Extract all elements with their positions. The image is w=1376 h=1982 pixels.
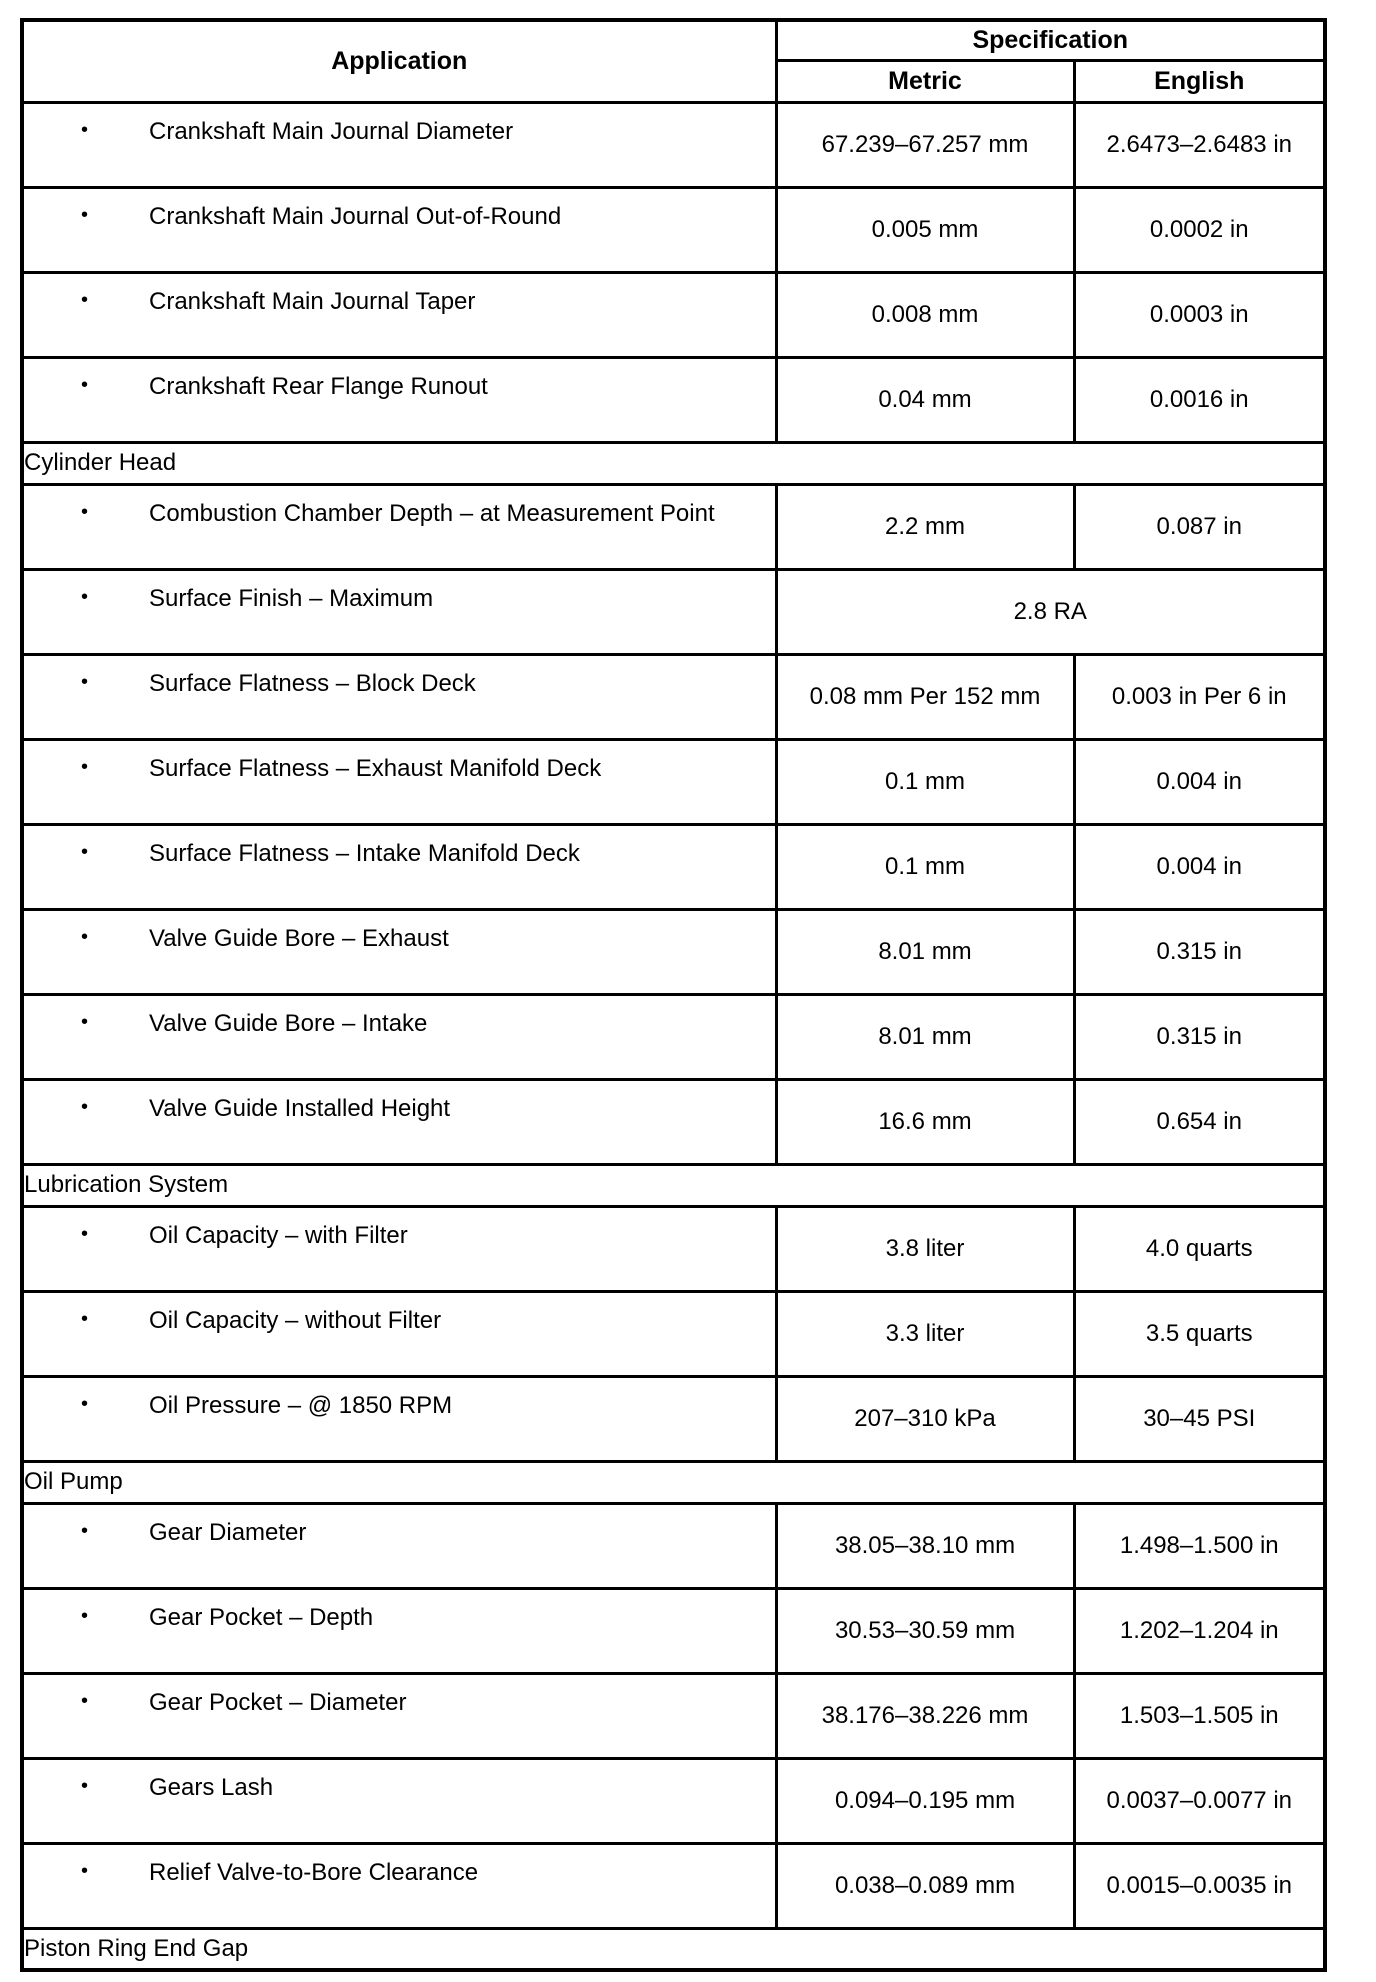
english-value: 30–45 PSI bbox=[1074, 1376, 1325, 1461]
section-row bbox=[22, 1164, 1325, 1206]
application-cell bbox=[22, 569, 776, 654]
table-row bbox=[22, 1843, 1325, 1928]
metric-value: 2.2 mm bbox=[776, 484, 1074, 569]
metric-value: 0.005 mm bbox=[776, 187, 1074, 272]
header-application: Application bbox=[22, 20, 776, 102]
application-label: Valve Guide Bore – Intake bbox=[149, 1009, 428, 1037]
section-label: Lubrication System bbox=[22, 1164, 1325, 1206]
english-value: 0.004 in bbox=[1074, 739, 1325, 824]
application-cell bbox=[22, 187, 776, 272]
english-value: 0.315 in bbox=[1074, 909, 1325, 994]
table-row bbox=[22, 1376, 1325, 1461]
bullet-icon: • bbox=[81, 1307, 89, 1330]
section-row bbox=[22, 442, 1325, 484]
application-label: Valve Guide Installed Height bbox=[149, 1094, 451, 1122]
application-cell bbox=[22, 824, 776, 909]
metric-value: 30.53–30.59 mm bbox=[776, 1588, 1074, 1673]
application-cell bbox=[22, 357, 776, 442]
table-row bbox=[22, 569, 1325, 654]
application-cell bbox=[22, 484, 776, 569]
application-label: Gear Pocket – Depth bbox=[149, 1603, 374, 1631]
header-specification: Specification bbox=[776, 20, 1325, 60]
table-row bbox=[22, 824, 1325, 909]
application-label: Crankshaft Main Journal Out-of-Round bbox=[149, 202, 562, 230]
application-label: Gear Diameter bbox=[149, 1518, 307, 1546]
metric-value: 8.01 mm bbox=[776, 909, 1074, 994]
bullet-icon: • bbox=[81, 373, 89, 396]
english-value: 1.503–1.505 in bbox=[1074, 1673, 1325, 1758]
bullet-icon: • bbox=[81, 925, 89, 948]
application-cell bbox=[22, 272, 776, 357]
metric-value: 0.1 mm bbox=[776, 739, 1074, 824]
english-value: 0.003 in Per 6 in bbox=[1074, 654, 1325, 739]
bullet-icon: • bbox=[81, 203, 89, 226]
english-value: 4.0 quarts bbox=[1074, 1206, 1325, 1291]
application-cell bbox=[22, 994, 776, 1079]
application-label: Crankshaft Main Journal Taper bbox=[149, 287, 476, 315]
table-row bbox=[22, 654, 1325, 739]
application-cell bbox=[22, 654, 776, 739]
bullet-icon: • bbox=[81, 1095, 89, 1118]
table-row bbox=[22, 1503, 1325, 1588]
application-label: Crankshaft Rear Flange Runout bbox=[149, 372, 488, 400]
metric-value: 38.176–38.226 mm bbox=[776, 1673, 1074, 1758]
application-cell bbox=[22, 1758, 776, 1843]
application-label: Valve Guide Bore – Exhaust bbox=[149, 924, 449, 952]
application-cell bbox=[22, 1673, 776, 1758]
application-cell bbox=[22, 909, 776, 994]
header-row-1 bbox=[22, 20, 1325, 60]
table-row bbox=[22, 484, 1325, 569]
metric-value: 67.239–67.257 mm bbox=[776, 102, 1074, 187]
bullet-icon: • bbox=[81, 1010, 89, 1033]
metric-value: 0.08 mm Per 152 mm bbox=[776, 654, 1074, 739]
application-label: Oil Pressure – @ 1850 RPM bbox=[149, 1391, 453, 1419]
application-label: Combustion Chamber Depth – at Measurement Point bbox=[149, 499, 715, 527]
application-label: Relief Valve-to-Bore Clearance bbox=[149, 1858, 479, 1886]
english-value: 0.087 in bbox=[1074, 484, 1325, 569]
bullet-icon: • bbox=[81, 118, 89, 141]
application-label: Surface Flatness – Intake Manifold Deck bbox=[149, 839, 580, 867]
header-english: English bbox=[1074, 60, 1325, 102]
table-row bbox=[22, 994, 1325, 1079]
table-row bbox=[22, 739, 1325, 824]
table-row bbox=[22, 272, 1325, 357]
table-row bbox=[22, 1206, 1325, 1291]
specification-value: 2.8 RA bbox=[776, 569, 1325, 654]
table-row bbox=[22, 102, 1325, 187]
english-value: 0.0016 in bbox=[1074, 357, 1325, 442]
application-label: Crankshaft Main Journal Diameter bbox=[149, 117, 514, 145]
table-row bbox=[22, 1588, 1325, 1673]
table-row bbox=[22, 1673, 1325, 1758]
metric-value: 207–310 kPa bbox=[776, 1376, 1074, 1461]
application-cell bbox=[22, 1588, 776, 1673]
english-value: 2.6473–2.6483 in bbox=[1074, 102, 1325, 187]
section-label: Cylinder Head bbox=[22, 442, 1325, 484]
english-value: 0.654 in bbox=[1074, 1079, 1325, 1164]
metric-value: 0.094–0.195 mm bbox=[776, 1758, 1074, 1843]
bullet-icon: • bbox=[81, 1859, 89, 1882]
metric-value: 3.8 liter bbox=[776, 1206, 1074, 1291]
metric-value: 0.1 mm bbox=[776, 824, 1074, 909]
section-row bbox=[22, 1461, 1325, 1503]
english-value: 0.315 in bbox=[1074, 994, 1325, 1079]
table-row bbox=[22, 1079, 1325, 1164]
metric-value: 3.3 liter bbox=[776, 1291, 1074, 1376]
bullet-icon: • bbox=[81, 755, 89, 778]
application-cell bbox=[22, 1503, 776, 1588]
application-label: Oil Capacity – with Filter bbox=[149, 1221, 408, 1249]
application-label: Surface Finish – Maximum bbox=[149, 584, 434, 612]
application-label: Surface Flatness – Block Deck bbox=[149, 669, 476, 697]
bullet-icon: • bbox=[81, 500, 89, 523]
application-label: Oil Capacity – without Filter bbox=[149, 1306, 442, 1334]
application-cell bbox=[22, 1291, 776, 1376]
english-value: 3.5 quarts bbox=[1074, 1291, 1325, 1376]
bullet-icon: • bbox=[81, 1519, 89, 1542]
spec-body bbox=[22, 102, 1325, 1970]
metric-value: 0.04 mm bbox=[776, 357, 1074, 442]
english-value: 0.0015–0.0035 in bbox=[1074, 1843, 1325, 1928]
english-value: 0.0037–0.0077 in bbox=[1074, 1758, 1325, 1843]
table-row bbox=[22, 187, 1325, 272]
application-label: Gears Lash bbox=[149, 1773, 274, 1801]
metric-value: 0.038–0.089 mm bbox=[776, 1843, 1074, 1928]
bullet-icon: • bbox=[81, 585, 89, 608]
application-cell bbox=[22, 739, 776, 824]
application-cell bbox=[22, 1206, 776, 1291]
english-value: 0.0002 in bbox=[1074, 187, 1325, 272]
bullet-icon: • bbox=[81, 840, 89, 863]
english-value: 0.004 in bbox=[1074, 824, 1325, 909]
application-cell bbox=[22, 1376, 776, 1461]
metric-value: 8.01 mm bbox=[776, 994, 1074, 1079]
section-label: Oil Pump bbox=[22, 1461, 1325, 1503]
english-value: 0.0003 in bbox=[1074, 272, 1325, 357]
table-row bbox=[22, 909, 1325, 994]
bullet-icon: • bbox=[81, 1604, 89, 1627]
header-metric: Metric bbox=[776, 60, 1074, 102]
bullet-icon: • bbox=[81, 1222, 89, 1245]
bullet-icon: • bbox=[81, 1392, 89, 1415]
bullet-icon: • bbox=[81, 1774, 89, 1797]
section-label: Piston Ring End Gap bbox=[22, 1928, 1325, 1970]
spec-table bbox=[20, 18, 1327, 1972]
bullet-icon: • bbox=[81, 670, 89, 693]
table-row bbox=[22, 1758, 1325, 1843]
application-label: Gear Pocket – Diameter bbox=[149, 1688, 407, 1716]
bullet-icon: • bbox=[81, 288, 89, 311]
metric-value: 0.008 mm bbox=[776, 272, 1074, 357]
bullet-icon: • bbox=[81, 1689, 89, 1712]
application-cell bbox=[22, 1843, 776, 1928]
metric-value: 38.05–38.10 mm bbox=[776, 1503, 1074, 1588]
english-value: 1.202–1.204 in bbox=[1074, 1588, 1325, 1673]
english-value: 1.498–1.500 in bbox=[1074, 1503, 1325, 1588]
application-cell bbox=[22, 1079, 776, 1164]
table-row bbox=[22, 1291, 1325, 1376]
application-cell bbox=[22, 102, 776, 187]
table-row bbox=[22, 357, 1325, 442]
application-label: Surface Flatness – Exhaust Manifold Deck bbox=[149, 754, 602, 782]
metric-value: 16.6 mm bbox=[776, 1079, 1074, 1164]
section-row bbox=[22, 1928, 1325, 1970]
